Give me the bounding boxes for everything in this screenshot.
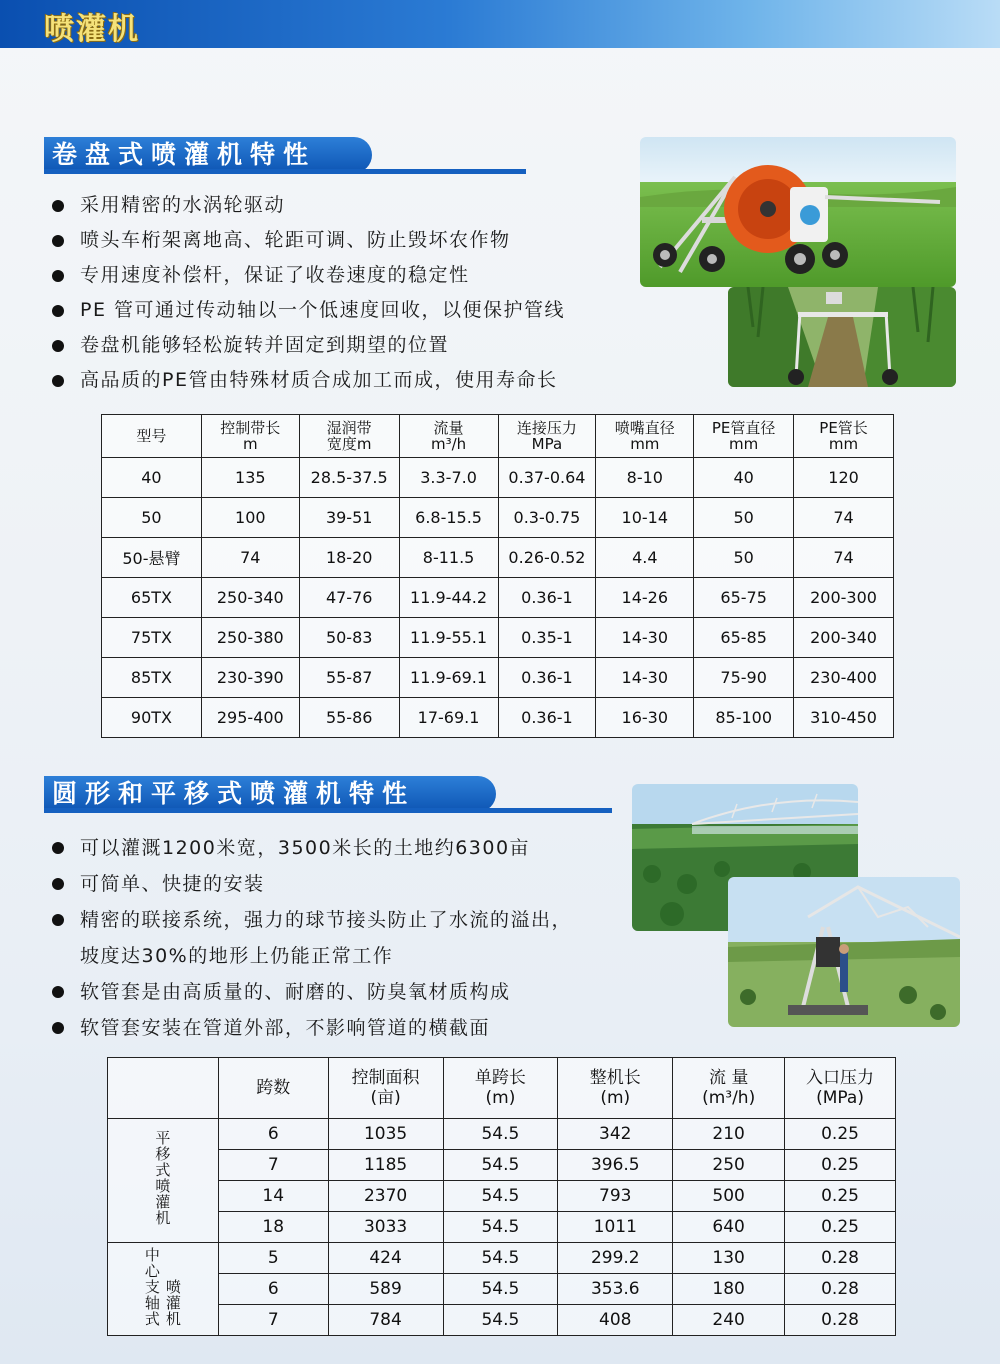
table-cell: 640 — [673, 1212, 785, 1243]
table-cell: 1035 — [328, 1119, 443, 1150]
table-cell: 74 — [794, 538, 894, 578]
table-cell: 0.25 — [785, 1181, 896, 1212]
list-item-continuation: 坡度达30%的地形上仍能正常工作 — [80, 945, 394, 967]
table-cell: 342 — [558, 1119, 673, 1150]
column-header: 入口压力 (MPa) — [785, 1058, 896, 1119]
section1-title: 卷盘式喷灌机特性 — [44, 137, 372, 173]
table-row — [108, 1212, 896, 1243]
table-cell: 54.5 — [443, 1243, 558, 1274]
bullet-icon — [52, 878, 64, 890]
table-cell: 0.36-1 — [498, 658, 596, 698]
list-item: 专用速度补偿杆，保证了收卷速度的稳定性 — [52, 258, 565, 293]
table-row — [108, 1150, 896, 1181]
table-cell: 0.28 — [785, 1243, 896, 1274]
table-cell: 353.6 — [558, 1274, 673, 1305]
table-cell: 180 — [673, 1274, 785, 1305]
table-cell: 54.5 — [443, 1305, 558, 1336]
table-cell: 0.37-0.64 — [498, 458, 596, 498]
table-cell: 65TX — [102, 578, 202, 618]
table-cell: 210 — [673, 1119, 785, 1150]
table-cell: 5 — [218, 1243, 328, 1274]
table-cell: 18 — [218, 1212, 328, 1243]
list-item: 精密的联接系统，强力的球节接头防止了水流的溢出， — [52, 902, 572, 938]
column-header: 控制带长 m — [201, 415, 299, 458]
table-cell: 85TX — [102, 658, 202, 698]
group-label-lateral-move: 平移式喷灌机 — [108, 1119, 219, 1243]
bullet-icon — [52, 235, 64, 247]
table-cell: 40 — [694, 458, 794, 498]
bullet-icon — [52, 375, 64, 387]
table-row — [108, 1181, 896, 1212]
table-cell: 40 — [102, 458, 202, 498]
reel-irrigator-spec-table — [101, 414, 894, 738]
table-cell: 50-83 — [299, 618, 399, 658]
column-header — [108, 1058, 219, 1119]
table-cell: 65-85 — [694, 618, 794, 658]
table-cell: 784 — [328, 1305, 443, 1336]
column-header: 连接压力 MPa — [498, 415, 596, 458]
bullet-icon — [52, 305, 64, 317]
list-item: 软管套是由高质量的、耐磨的、防臭氧材质构成 — [52, 974, 572, 1010]
header-bar — [0, 0, 1000, 48]
bullet-icon — [52, 986, 64, 998]
table-cell: 8-10 — [596, 458, 694, 498]
table-cell: 90TX — [102, 698, 202, 738]
table-cell: 7 — [218, 1305, 328, 1336]
list-item: PE 管可通过传动轴以一个低速度回收，以便保护管线 — [52, 293, 565, 328]
column-header: 整机长 (m) — [558, 1058, 673, 1119]
table-row — [102, 658, 894, 698]
table-cell: 17-69.1 — [399, 698, 498, 738]
table-cell: 50 — [102, 498, 202, 538]
bullet-icon — [52, 340, 64, 352]
table-row — [108, 1119, 896, 1150]
table-cell: 11.9-44.2 — [399, 578, 498, 618]
table-cell: 500 — [673, 1181, 785, 1212]
table-row — [102, 618, 894, 658]
table-row — [108, 1305, 896, 1336]
table-cell: 408 — [558, 1305, 673, 1336]
section2-underline — [44, 808, 612, 813]
table-cell: 250-340 — [201, 578, 299, 618]
section1-bullet-list — [52, 188, 565, 398]
table-cell: 10-14 — [596, 498, 694, 538]
bullet-icon — [52, 270, 64, 282]
table-row — [102, 498, 894, 538]
table-row — [108, 1243, 896, 1274]
table-cell: 11.9-55.1 — [399, 618, 498, 658]
table-row — [102, 538, 894, 578]
table-cell: 50 — [694, 498, 794, 538]
list-item: 软管套安装在管道外部，不影响管道的横截面 — [52, 1010, 572, 1046]
column-header: 单跨长 (m) — [443, 1058, 558, 1119]
section1-underline — [44, 169, 526, 174]
bullet-icon — [52, 1022, 64, 1034]
table-cell: 8-11.5 — [399, 538, 498, 578]
list-item: 采用精密的水涡轮驱动 — [52, 188, 565, 223]
table-cell: 200-300 — [794, 578, 894, 618]
section2-title: 圆形和平移式喷灌机特性 — [44, 776, 496, 812]
table-row — [102, 698, 894, 738]
table-cell: 310-450 — [794, 698, 894, 738]
table-cell: 100 — [201, 498, 299, 538]
table-cell: 0.28 — [785, 1305, 896, 1336]
column-header: 型号 — [102, 415, 202, 458]
table-cell: 18-20 — [299, 538, 399, 578]
table-cell: 0.25 — [785, 1150, 896, 1181]
table-cell: 396.5 — [558, 1150, 673, 1181]
table-cell: 4.4 — [596, 538, 694, 578]
list-item: 可简单、快捷的安装 — [52, 866, 572, 902]
table-cell: 230-400 — [794, 658, 894, 698]
table-cell: 200-340 — [794, 618, 894, 658]
column-header: 流量 m³/h — [399, 415, 498, 458]
table-cell: 2370 — [328, 1181, 443, 1212]
table-cell: 1185 — [328, 1150, 443, 1181]
table-header-row — [108, 1058, 896, 1119]
table-cell: 240 — [673, 1305, 785, 1336]
table-cell: 0.28 — [785, 1274, 896, 1305]
column-header: 控制面积 (亩) — [328, 1058, 443, 1119]
table-cell: 250-380 — [201, 618, 299, 658]
table-cell: 0.35-1 — [498, 618, 596, 658]
table-cell: 50 — [694, 538, 794, 578]
table-cell: 589 — [328, 1274, 443, 1305]
table-cell: 6.8-15.5 — [399, 498, 498, 538]
table-cell: 0.26-0.52 — [498, 538, 596, 578]
table-cell: 0.36-1 — [498, 698, 596, 738]
table-cell: 424 — [328, 1243, 443, 1274]
table-header-row — [102, 415, 894, 458]
table-cell: 3.3-7.0 — [399, 458, 498, 498]
column-header: 跨数 — [218, 1058, 328, 1119]
table-cell: 54.5 — [443, 1150, 558, 1181]
list-item: 可以灌溉1200米宽，3500米长的土地约6300亩 — [52, 830, 572, 866]
pivot-irrigator-spec-table — [107, 1057, 896, 1336]
column-header: PE管长 mm — [794, 415, 894, 458]
center-pivot-tower-photo — [728, 877, 960, 1027]
page-title: 喷灌机 — [44, 12, 140, 47]
table-cell: 130 — [673, 1243, 785, 1274]
table-cell: 50-悬臂 — [102, 538, 202, 578]
table-cell: 47-76 — [299, 578, 399, 618]
table-cell: 55-87 — [299, 658, 399, 698]
table-cell: 14 — [218, 1181, 328, 1212]
table-cell: 1011 — [558, 1212, 673, 1243]
table-row — [102, 578, 894, 618]
table-cell: 55-86 — [299, 698, 399, 738]
table-cell: 75-90 — [694, 658, 794, 698]
table-cell: 85-100 — [694, 698, 794, 738]
table-cell: 6 — [218, 1274, 328, 1305]
bullet-icon — [52, 200, 64, 212]
table-cell: 28.5-37.5 — [299, 458, 399, 498]
table-cell: 11.9-69.1 — [399, 658, 498, 698]
table-cell: 54.5 — [443, 1181, 558, 1212]
table-cell: 0.3-0.75 — [498, 498, 596, 538]
bullet-icon — [52, 842, 64, 854]
table-cell: 793 — [558, 1181, 673, 1212]
table-cell: 120 — [794, 458, 894, 498]
table-cell: 54.5 — [443, 1212, 558, 1243]
list-item: 喷头车桁架离地高、轮距可调、防止毁坏农作物 — [52, 223, 565, 258]
table-cell: 250 — [673, 1150, 785, 1181]
section2-bullet-list — [52, 830, 572, 1046]
list-item: 卷盘机能够轻松旋转并固定到期望的位置 — [52, 328, 565, 363]
reel-irrigator-photo — [640, 137, 956, 287]
table-cell: 54.5 — [443, 1274, 558, 1305]
column-header: PE管直径 mm — [694, 415, 794, 458]
table-cell: 14-30 — [596, 658, 694, 698]
table-cell: 39-51 — [299, 498, 399, 538]
table-row — [108, 1274, 896, 1305]
table-cell: 74 — [201, 538, 299, 578]
bullet-icon — [52, 914, 64, 926]
table-cell: 3033 — [328, 1212, 443, 1243]
table-cell: 6 — [218, 1119, 328, 1150]
table-cell: 65-75 — [694, 578, 794, 618]
table-cell: 230-390 — [201, 658, 299, 698]
group-label-center-pivot: 中心支轴式 喷灌机 — [108, 1243, 219, 1336]
field-irrigation-photo — [728, 287, 956, 387]
table-cell: 7 — [218, 1150, 328, 1181]
table-cell: 0.25 — [785, 1119, 896, 1150]
table-row — [102, 458, 894, 498]
table-cell: 0.25 — [785, 1212, 896, 1243]
table-cell: 295-400 — [201, 698, 299, 738]
table-cell: 14-26 — [596, 578, 694, 618]
table-cell: 14-30 — [596, 618, 694, 658]
table-cell: 135 — [201, 458, 299, 498]
table-cell: 74 — [794, 498, 894, 538]
table-cell: 299.2 — [558, 1243, 673, 1274]
table-cell: 54.5 — [443, 1119, 558, 1150]
column-header: 流 量 (m³/h) — [673, 1058, 785, 1119]
table-cell: 16-30 — [596, 698, 694, 738]
column-header: 湿润带 宽度m — [299, 415, 399, 458]
column-header: 喷嘴直径 mm — [596, 415, 694, 458]
table-cell: 0.36-1 — [498, 578, 596, 618]
list-item: 高品质的PE管由特殊材质合成加工而成，使用寿命长 — [52, 363, 565, 398]
table-cell: 75TX — [102, 618, 202, 658]
